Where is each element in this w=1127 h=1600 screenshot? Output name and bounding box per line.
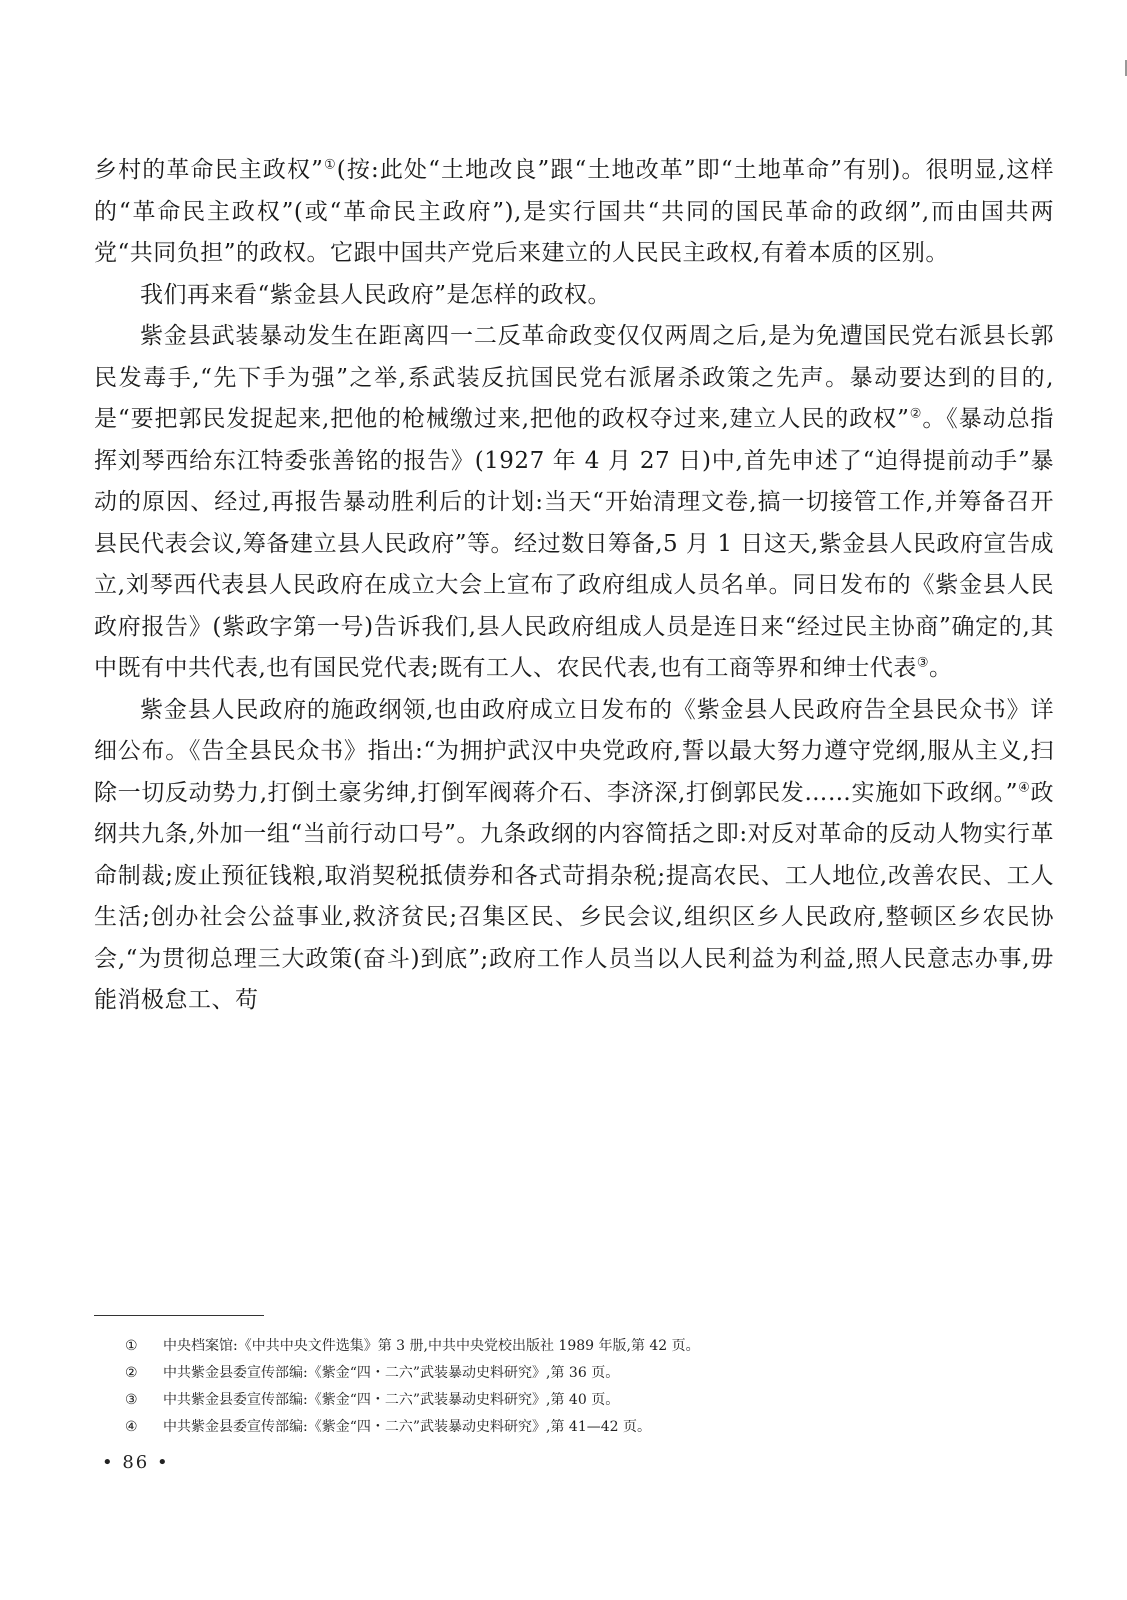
footnote [125,1333,1025,1360]
footnote [125,1387,1025,1414]
paragraph [94,316,1054,690]
paragraph-text: 。 [929,655,953,681]
page-number: • 86 • [102,1452,170,1473]
footnote-mark: ③ [125,1392,138,1408]
footnote-reference: ④ [1018,779,1031,795]
footnote [125,1414,1025,1441]
paragraph-text: 乡村的革命民主政权” [94,157,324,183]
footnote-mark: ② [125,1365,138,1381]
paragraph-text: 我们再来看“紫金县人民政府”是怎样的政权。 [140,281,612,308]
footnote-text: 中央档案馆:《中共中央文件选集》第 3 册,中共中央党校出版社 1989 年版,第 42 页。 [163,1338,700,1354]
body-text [94,150,1054,1022]
paragraph-text: 政纲共九条,外加一组“当前行动口号”。九条政纲的内容简括之即:对反对革命的反动人物实行革命制裁;废止预征钱粮,取消契税抵债券和各式苛捐杂税;提高农民、工人地位,改善农民、工人生活;创办社会公益事业,救济贫民;召集区民、乡民会议,组织区乡人民政府,整顿区乡农民协会,“为贯彻总理三大政策(奋斗)到底”;政府工作人员当以人民利益为利益,照人民意志办事,毋能消极怠工、苟 [94,779,1054,1013]
footnote-divider [94,1315,264,1316]
footnote-text: 中共紫金县委宣传部编:《紫金“四・二六”武装暴动史料研究》,第 36 页。 [163,1365,620,1381]
footnote-reference: ① [323,157,337,173]
footnote [125,1360,1025,1387]
footnote-reference: ③ [916,655,930,671]
footnote-reference: ② [909,406,923,422]
footnote-text: 中共紫金县委宣传部编:《紫金“四・二六”武装暴动史料研究》,第 40 页。 [163,1392,620,1408]
paragraph-text: 紫金县人民政府的施政纲领,也由政府成立日发布的《紫金县人民政府告全县民众书》详细公布。《告全县民众书》指出:“为拥护武汉中央党政府,誓以最大努力遵守党纲,服从主义,扫除一切反动势力,打倒土豪劣绅,打倒军阀蒋介石、李济深,打倒郭民发……实施如下政纲。” [94,696,1054,806]
paragraph [94,150,1054,275]
footnote-mark: ① [125,1338,138,1354]
footnote-text: 中共紫金县委宣传部编:《紫金“四・二六”武装暴动史料研究》,第 41—42 页。 [163,1419,652,1435]
paragraph [94,275,1054,317]
paragraph-text: (按:此处“土地改良”跟“土地改革”即“土地革命”有别)。很明显,这样的“革命民主政权”(或“革命民主政府”),是实行国共“共同的国民革命的政纲”,而由国共两党“共同负担”的政权。它跟中国共产党后来建立的人民民主政权,有着本质的区别。 [94,157,1055,266]
paragraph [94,690,1054,1022]
paragraph-text: 紫金县武装暴动发生在距离四一二反革命政变仅仅两周之后,是为免遭国民党右派县长郭民发毒手,“先下手为强”之举,系武装反抗国民党右派屠杀政策之先声。暴动要达到的目的,是“要把郭民发捉起来,把他的枪械缴过来,把他的政权夺过来,建立人民的政权” [94,323,1054,432]
footnote-mark: ④ [125,1419,138,1435]
footnotes [125,1333,1025,1441]
paragraph-text: 。《暴动总指挥刘琴西给东江特委张善铭的报告》(1927 年 4 月 27 日)中,首先申述了“迫得提前动手”暴动的原因、经过,再报告暴动胜利后的计划:当天“开始清理文卷,搞一切接管工作,并筹备召开县民代表会议,筹备建立县人民政府”等。经过数日筹备,5 月 1 日这天,紫金县人民政府宣告成立,刘琴西代表县人民政府在成立大会上宣布了政府组成人员名单。同日发布的《紫金县人民政府报告》(紫政字第一号)告诉我们,县人民政府组成人员是连日来“经过民主协商”确定的,其中既有中共代表,也有国民党代表;既有工人、农民代表,也有工商等界和绅士代表 [94,406,1055,681]
